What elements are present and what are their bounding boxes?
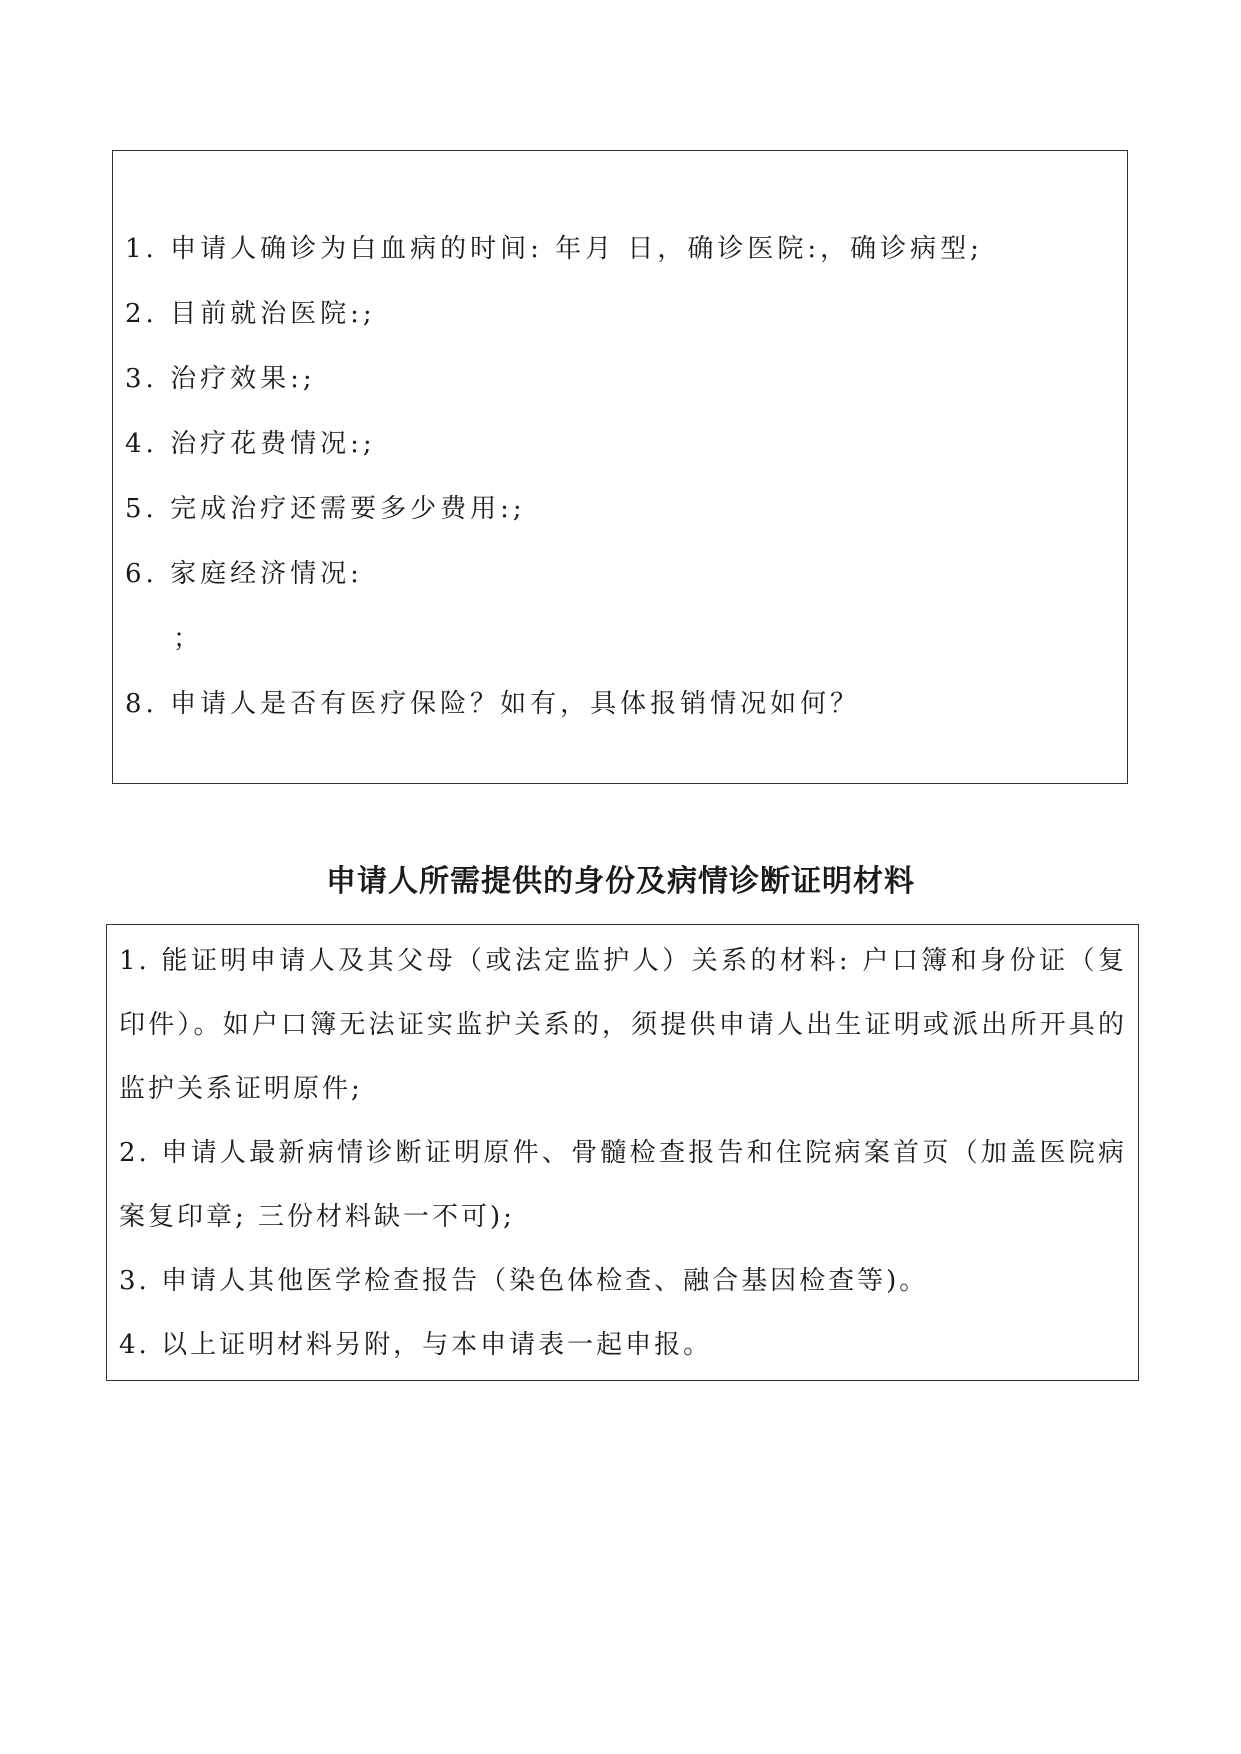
material-item-3: 3. 申请人其他医学检查报告（染色体检查、融合基因检查等)。 (119, 1266, 929, 1296)
material-item-4: 4. 以上证明材料另附，与本申请表一起申报。 (119, 1330, 713, 1360)
illness-item-1: 1. 申请人确诊为白血病的时间: 年月 日，确诊医院:，确诊病型; (125, 234, 983, 264)
illness-item-4: 4. 治疗花费情况:; (125, 429, 376, 459)
materials-title: 申请人所需提供的身份及病情诊断证明材料 (326, 864, 915, 899)
illness-item-8: 8. 申请人是否有医疗保险？如有，具体报销情况如何？ (125, 689, 861, 719)
illness-info-box (112, 150, 1128, 784)
illness-item-2: 2. 目前就治医院:; (125, 299, 376, 329)
illness-item-6: 6. 家庭经济情况: (125, 559, 363, 589)
illness-item-5: 5. 完成治疗还需要多少费用:; (125, 494, 526, 524)
illness-item-3: 3. 治疗效果:; (125, 364, 316, 394)
material-item-2: 2. 申请人最新病情诊断证明原件、骨髓检查报告和住院病案首页（加盖医院病案复印章; 三份材料缺一不可); (119, 1138, 1127, 1232)
materials-box (106, 924, 1139, 1381)
material-item-1: 1. 能证明申请人及其父母（或法定监护人）关系的材料: 户口簿和身份证（复印件）。如户口簿无法证实监护关系的，须提供申请人出生证明或派出所开具的监护关系证明原件; (119, 946, 1127, 1104)
illness-item-7: ； (173, 624, 204, 654)
